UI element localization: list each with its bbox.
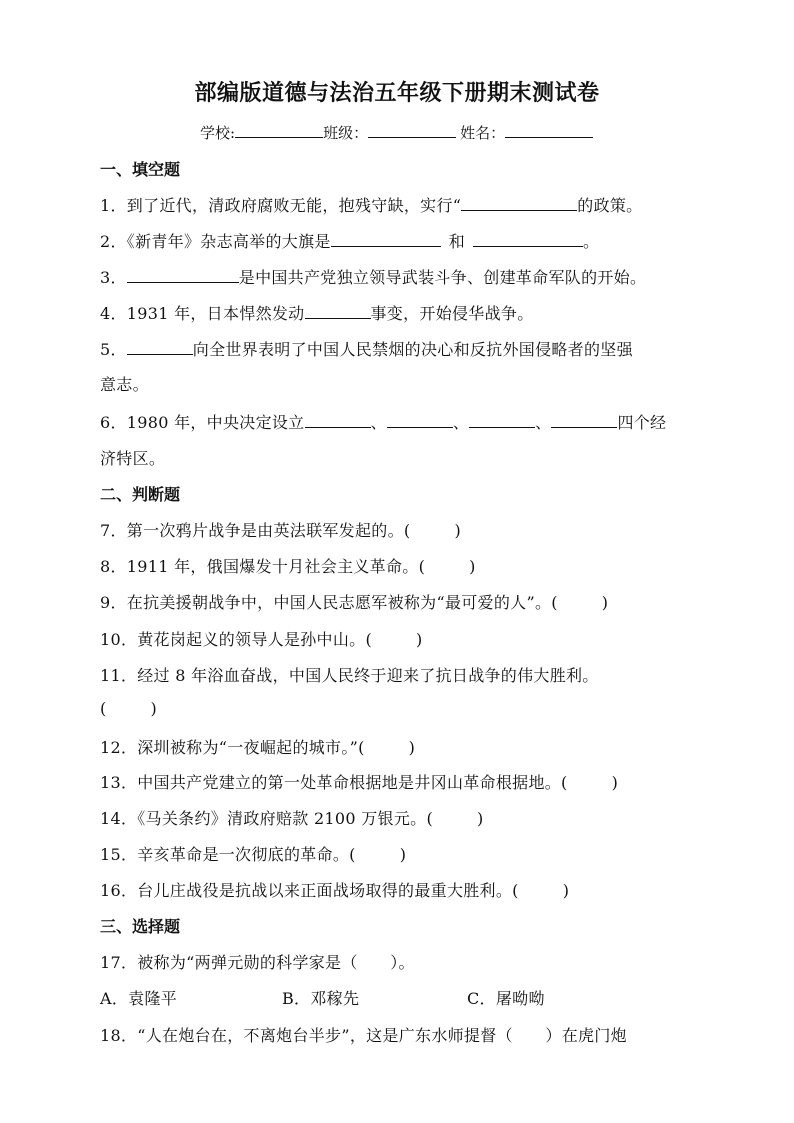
option-b[interactable]: B．邓稼先 (282, 989, 360, 1008)
section-fill-in: 一、填空题 (100, 160, 181, 179)
page-title: 部编版道德与法治五年级下册期末测试卷 (194, 81, 600, 106)
school-blank[interactable] (235, 123, 323, 138)
question-17: 17．被称为“两弹元勋的科学家是（ ）。 (100, 953, 415, 972)
name-label: 姓名： (460, 124, 506, 142)
question-5-cont: 意志。 (100, 375, 149, 394)
answer-blank[interactable] (127, 340, 193, 355)
school-label: 学校: (200, 124, 236, 142)
question-14: 14．《马关条约》清政府赔款 2100 万银元。( ) (100, 809, 484, 828)
question-8: 8．1911 年，俄国爆发十月社会主义革命。( ) (100, 557, 476, 576)
question-9: 9．在抗美援朝战争中，中国人民志愿军被称为“最可爱的人”。( ) (100, 593, 609, 612)
option-a[interactable]: A．袁隆平 (100, 989, 178, 1008)
question-10: 10．黄花岗起义的领导人是孙中山。( ) (100, 630, 423, 649)
question-6: 6．1980 年，中央决定设立 、 、 、 四个经 (100, 413, 667, 432)
question-18: 18．“人在炮台在，不离炮台半步”，这是广东水师提督（ ）在虎门炮 (100, 1026, 627, 1045)
question-4: 4．1931 年，日本悍然发动 事变，开始侵华战争。 (100, 304, 534, 323)
answer-blank[interactable] (331, 232, 441, 247)
question-3: 3． 是中国共产党独立领导武装斗争、创建革命军队的开始。 (100, 268, 647, 287)
section-true-false: 二、判断题 (100, 485, 181, 504)
answer-blank[interactable] (127, 268, 239, 283)
answer-blank[interactable] (305, 413, 371, 428)
option-c[interactable]: C．屠呦呦 (467, 989, 545, 1008)
class-label: 班级： (323, 124, 369, 142)
question-17-options (100, 986, 545, 1009)
question-1: 1．到了近代，清政府腐败无能，抱残守缺，实行“ 的政策。 (100, 196, 643, 215)
answer-blank[interactable] (461, 196, 577, 211)
section-multiple-choice: 三、选择题 (100, 917, 181, 936)
question-7: 7．第一次鸦片战争是由英法联军发起的。( ) (100, 521, 461, 540)
question-13: 13．中国共产党建立的第一处革命根据地是井冈山革命根据地。( ) (100, 773, 619, 792)
question-16: 16．台儿庄战役是抗战以来正面战场取得的最重大胜利。( ) (100, 881, 570, 900)
question-12: 12．深圳被称为“一夜崛起的城市。”( ) (100, 738, 416, 757)
answer-blank[interactable] (469, 413, 535, 428)
answer-blank[interactable] (305, 304, 371, 319)
class-blank[interactable] (368, 123, 456, 138)
question-2: 2．《新青年》杂志高举的大旗是 和 。 (100, 232, 600, 251)
question-15: 15．辛亥革命是一次彻底的革命。( ) (100, 845, 407, 864)
name-blank[interactable] (505, 123, 593, 138)
question-6-cont: 济特区。 (100, 449, 166, 468)
question-11: 11．经过 8 年浴血奋战，中国人民终于迎来了抗日战争的伟大胜利。 (100, 666, 599, 685)
answer-blank[interactable] (551, 413, 617, 428)
answer-blank[interactable] (473, 232, 583, 247)
student-info-row (200, 122, 593, 143)
answer-blank[interactable] (387, 413, 453, 428)
question-5: 5． 向全世界表明了中国人民禁烟的决心和反抗外国侵略者的坚强 (100, 340, 633, 359)
question-11-cont: ( ) (100, 699, 158, 718)
